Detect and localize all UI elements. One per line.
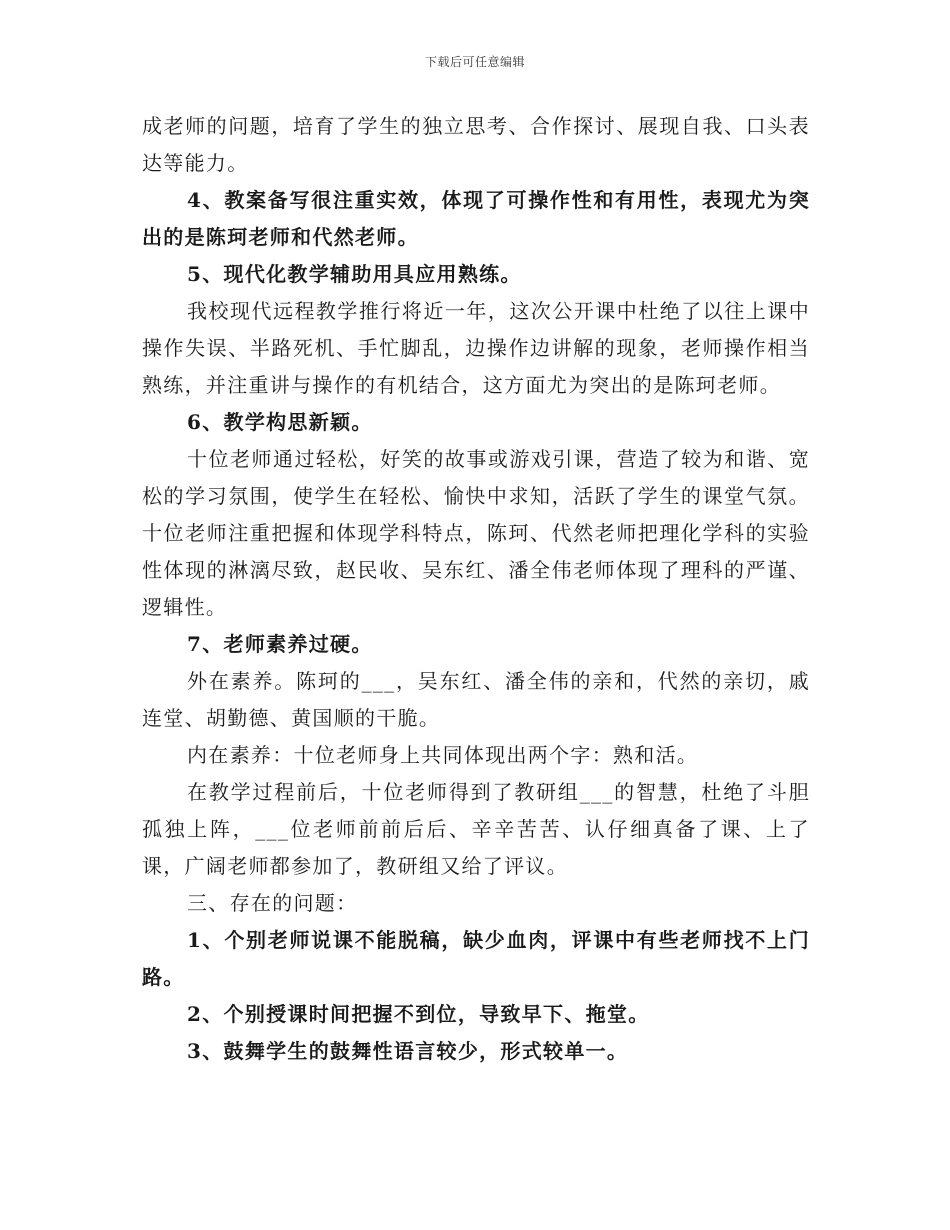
paragraph: 外在素养。陈珂的___，吴东红、潘全伟的亲和，代然的亲切，戚连堂、胡勤德、黄国顺的干脆。 — [142, 669, 810, 730]
document-body — [142, 108, 810, 1070]
paragraph: 7、老师素养过硬。 — [187, 632, 373, 656]
paragraph: 在教学过程前后，十位老师得到了教研组___的智慧，杜绝了斗胆孤独上阵，___位老师前前后后、辛辛苦苦、认仔细真备了课、上了课，广阔老师都参加了，教研组又给了评议。 — [142, 780, 810, 878]
paragraph: 成老师的问题，培育了学生的独立思考、合作探讨、展现自我、口头表达等能力。 — [142, 114, 810, 175]
paragraph: 我校现代远程教学推行将近一年，这次公开课中杜绝了以往上课中操作失误、半路死机、手忙脚乱，边操作边讲解的现象，老师操作相当熟练，并注重讲与操作的有机结合，这方面尤为突出的是陈珂老师。 — [142, 299, 810, 397]
paragraph: 1、个别老师说课不能脱稿，缺少血肉，评课中有些老师找不上门路。 — [142, 928, 810, 989]
paragraph: 2、个别授课时间把握不到位，导致早下、拖堂。 — [187, 1002, 650, 1026]
page-header: 下载后可任意编辑 — [424, 55, 525, 69]
paragraph: 6、教学构思新颖。 — [187, 410, 373, 434]
paragraph: 内在素养：十位老师身上共同体现出两个字：熟和活。 — [187, 743, 699, 767]
paragraph: 4、教案备写很注重实效，体现了可操作性和有用性，表现尤为突出的是陈珂老师和代然老师。 — [142, 188, 810, 249]
paragraph: 3、鼓舞学生的鼓舞性语言较少，形式较单一。 — [187, 1039, 629, 1063]
paragraph: 十位老师通过轻松，好笑的故事或游戏引课，营造了较为和谐、宽松的学习氛围，使学生在轻松、愉快中求知，活跃了学生的课堂气氛。十位老师注重把握和体现学科特点，陈珂、代然老师把理化学科的实验性体现的淋漓尽致，赵民收、吴东红、潘全伟老师体现了理科的严谨、逻辑性。 — [142, 447, 810, 619]
paragraph: 三、存在的问题： — [187, 891, 358, 915]
paragraph: 5、现代化教学辅助用具应用熟练。 — [187, 262, 522, 286]
